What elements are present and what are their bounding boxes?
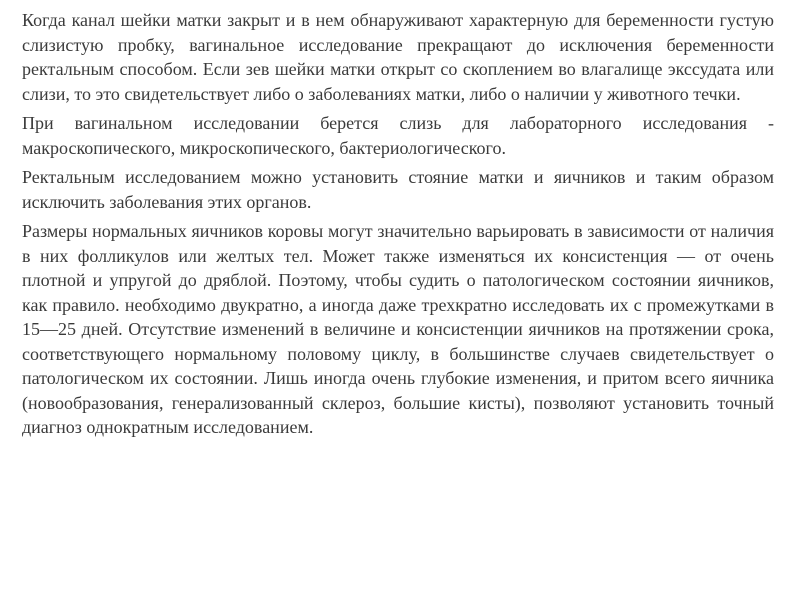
document-page: [22, 8, 774, 445]
paragraph-ovary-size: Размеры нормальных яичников коровы могут значительно варьировать в зависимости от наличия в них фолликулов или желтых тел. Может также изменяться их консистенция — от очень плотной и упругой до дряблой. Поэтому, чтобы судить о патологическом состоянии яичников, как правило. необходимо двукратно, а иногда даже трехкратно исследовать их с промежутками в 15—25 дней. Отсутствие изменений в величине и консистенции яичников на протяжении срока, соответствующего нормальному половому циклу, в большинстве случаев свидетельствует о патологическом их состоянии. Лишь иногда очень глубокие изменения, и притом всего яичника (новообразования, генерализованный склероз, большие кисты), позволяют установить точный диагноз однократным исследованием.: [22, 221, 774, 437]
paragraph-rectal-examination: Ректальным исследованием можно установить стояние матки и яичников и таким образом исключить заболевания этих органов.: [22, 167, 774, 212]
paragraph-vaginal-mucus-sampling: При вагинальном исследовании берется слизь для лабораторного исследования - макроскопического, микроскопического, бактериологического.: [22, 113, 774, 158]
paragraph-cervix-examination: Когда канал шейки матки закрыт и в нем обнаруживают характерную для беременности густую слизистую пробку, вагинальное исследование прекращают до исключения беременности ректальным способом. Если зев шейки матки открыт со скоплением во влагалище экссудата или слизи, то это свидетельствует либо о заболеваниях матки, либо о наличии у животного течки.: [22, 10, 774, 104]
